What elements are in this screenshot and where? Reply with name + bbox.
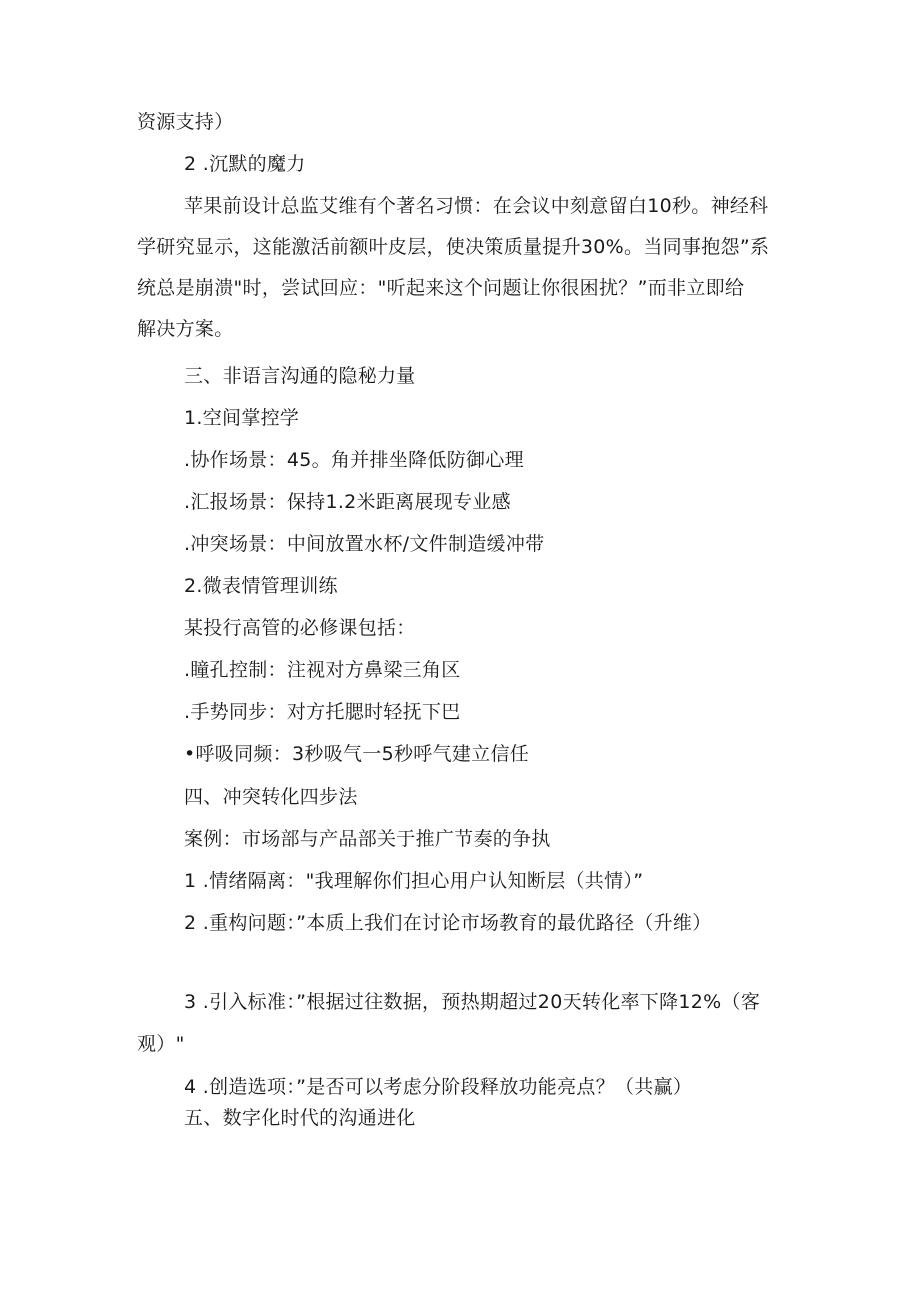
paragraph-line: 统总是崩溃"时，尝试回应："听起来这个问题让你很困扰？”而非立即给 [137, 277, 745, 299]
text-line: 某投行高管的必修课包括： [184, 617, 416, 639]
section-heading-3: 三、非语言沟通的隐秘力量 [184, 365, 416, 387]
bullet-item: .冲突场景：中间放置水杯/文件制造缓冲带 [184, 533, 545, 555]
text-line: 案例：市场部与产品部关于推广节奏的争执 [184, 828, 551, 850]
bullet-item: •呼吸同频：3秒吸气一5秒呼气建立信任 [184, 743, 530, 765]
numbered-item: 3 .引入标准：”根据过往数据，预热期超过20天转化率下降12%（客 [184, 991, 761, 1013]
subheading-space: 1.空间掌控学 [184, 407, 300, 429]
numbered-item: 1 .情绪隔离："我理解你们担心用户认知断层（共情）” [184, 870, 644, 892]
bullet-item: .瞳孔控制：注视对方鼻梁三角区 [184, 659, 461, 681]
paragraph-line: 苹果前设计总监艾维有个著名习惯：在会议中刻意留白10秒。神经科 [184, 195, 769, 217]
section-heading-5: 五、数字化时代的沟通进化 [184, 1107, 416, 1129]
bullet-item: .协作场景：45。角并排坐降低防御心理 [184, 449, 524, 471]
bullet-item: .汇报场景：保持1.2米距离展现专业感 [184, 491, 511, 513]
paragraph-line: 解决方案。 [137, 318, 234, 340]
subheading-micro-expression: 2.微表情管理训练 [184, 575, 338, 597]
bullet-item: .手势同步：对方托腮时轻抚下巴 [184, 701, 461, 723]
section-heading-4: 四、冲突转化四步法 [184, 786, 358, 808]
numbered-item: 4 .创造选项：”是否可以考虑分阶段释放功能亮点？（共赢） [184, 1076, 693, 1098]
numbered-item-continuation: 观）" [137, 1033, 185, 1055]
subheading-silence: 2 .沉默的魔力 [184, 153, 306, 175]
paragraph-line: 学研究显示，这能激活前额叶皮层，使决策质量提升30%。当同事抱怨”系 [137, 236, 770, 258]
text-line: 资源支持） [137, 111, 234, 133]
numbered-item: 2 .重构问题：”本质上我们在讨论市场教育的最优路径（升维） [184, 912, 712, 934]
paragraph-silence [137, 194, 787, 358]
